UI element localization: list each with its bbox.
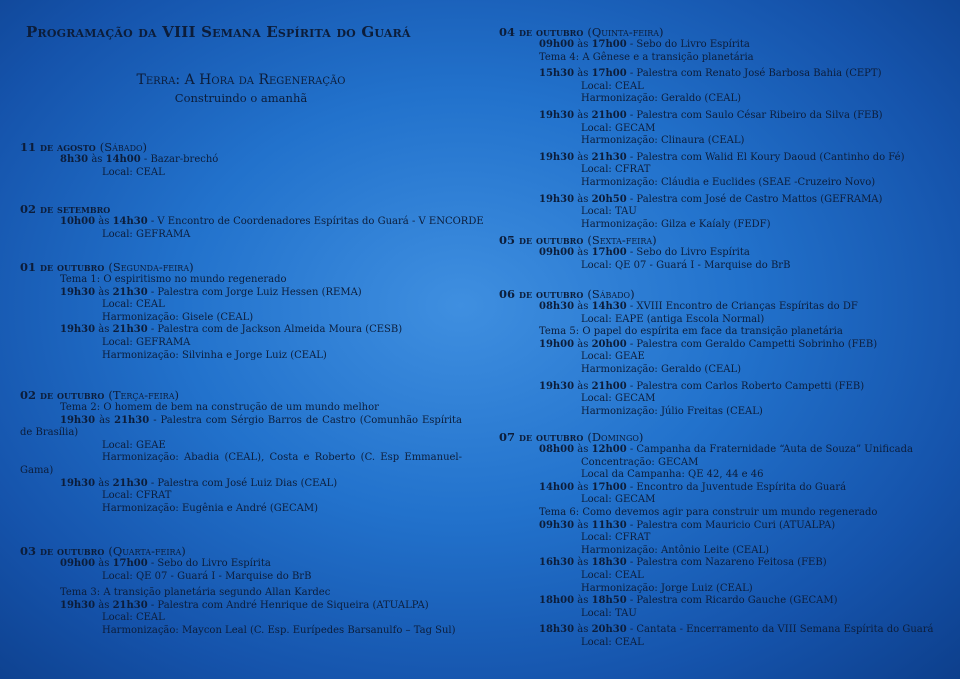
event-description: - XVIII Encontro de Crianças Espíritas do DF: [626, 301, 858, 312]
day-date: 02 de setembro: [20, 202, 111, 216]
detail-line: Harmonização: Gilza e Kaíaly (FEDF): [581, 218, 771, 230]
day-block: [499, 431, 939, 650]
day-date: 01 de outubro: [20, 260, 105, 274]
detail-line: Harmonização: Geraldo (CEAL): [581, 363, 742, 375]
event-line: [499, 482, 939, 495]
event-line: [499, 68, 939, 81]
event-connector: às: [574, 68, 592, 80]
day-title: [499, 234, 939, 247]
event-description: - Sebo do Livro Espírita: [626, 39, 750, 50]
event-connector: às: [574, 338, 592, 350]
event-end-time: 14h30: [112, 216, 148, 227]
event-connector: às: [88, 154, 106, 165]
detail-line: Harmonização: Abadia (CEAL), Costa e Roberto (C. Esp Emmanuel-Gama): [20, 452, 462, 476]
theme-label: Tema 4:: [539, 51, 580, 63]
event-start-time: 19h30: [539, 380, 575, 392]
event-start-time: 19h00: [539, 338, 575, 350]
event-line: [499, 301, 939, 314]
event-description: - Cantata - Encerramento da VIII Semana Espírita do Guará: [626, 624, 934, 636]
detail-line: Local: TAU: [581, 607, 637, 619]
event-end-time: 21h30: [112, 324, 148, 336]
theme-label: Tema 3:: [60, 587, 101, 599]
theme-text: O homem de bem na construção de um mundo melhor: [100, 402, 379, 413]
event-end-time: 20h00: [591, 338, 627, 350]
day-weekday: (Quarta-feira): [108, 544, 186, 558]
theme-line: [499, 507, 939, 520]
event-start-time: 08h00: [539, 444, 575, 455]
event-line: [499, 152, 939, 165]
day-block: [499, 234, 939, 272]
detail-line: Local: CEAL: [581, 636, 644, 648]
day-title: [20, 545, 462, 558]
event-line: [499, 444, 939, 457]
event-line: [499, 624, 939, 637]
detail-line: Local: TAU: [581, 206, 637, 218]
event-description: - Palestra com Carlos Roberto Campetti (FEB): [626, 380, 865, 392]
day-date: 07 de outubro: [499, 430, 584, 444]
event-end-time: 12h00: [591, 444, 627, 455]
event-connector: às: [95, 477, 113, 489]
detail-line: Harmonização: Jorge Luiz (CEAL): [581, 582, 753, 594]
detail-line: Local: GEAE: [102, 439, 166, 451]
detail-line: Local: CEAL: [102, 166, 165, 178]
event-end-time: 18h30: [591, 557, 627, 569]
day-block: [20, 389, 462, 515]
day-weekday: (Sexta-feira): [587, 233, 657, 247]
detail-line: Harmonização: Cláudia e Euclides (SEAE -Cruzeiro Novo): [581, 176, 876, 188]
event-start-time: 19h30: [60, 324, 96, 336]
event-end-time: 18h50: [591, 595, 627, 607]
event-line: [499, 194, 939, 207]
day-date: 04 de outubro: [499, 25, 584, 39]
theme-line: [499, 52, 939, 65]
event-description: - V Encontro de Coordenadores Espíritas do Guará - V ENCORDE: [147, 216, 484, 227]
event-end-time: 21h30: [112, 286, 148, 298]
event-description: - Sebo do Livro Espírita: [626, 247, 750, 258]
event-start-time: 16h30: [539, 557, 575, 569]
event-end-time: 21h30: [112, 477, 148, 489]
event-end-time: 20h50: [591, 193, 627, 205]
main-title: Programação da VIII Semana Espírita do Guará: [26, 23, 411, 41]
day-block: [20, 261, 462, 362]
event-line: [499, 110, 939, 123]
event-connector: às: [574, 193, 592, 205]
detail-line: Harmonização: Silvinha e Jorge Luiz (CEAL): [102, 349, 327, 361]
detail-line: Local: CEAL: [102, 612, 165, 624]
detail-line: Harmonização: Gisele (CEAL): [102, 311, 254, 323]
event-description: - Palestra com Nazareno Feitosa (FEB): [626, 557, 827, 569]
event-connector: às: [574, 380, 592, 392]
event-description: - Palestra com André Henrique de Siqueira (ATUALPA): [147, 599, 429, 611]
detail-line: Local: GEFRAMA: [102, 228, 191, 240]
event-start-time: 09h00: [60, 558, 96, 569]
theme-label: Tema 1:: [60, 274, 101, 285]
event-line: [20, 324, 462, 337]
detail-line: Harmonização: Maycon Leal (C. Esp. Eurípedes Barsanulfo – Tag Sul): [102, 624, 456, 636]
detail-line: Concentração: GECAM: [581, 456, 699, 468]
day-date: 05 de outubro: [499, 233, 584, 247]
event-line: [20, 287, 462, 300]
day-title: [20, 389, 462, 402]
event-line: [499, 381, 939, 394]
event-description: - Palestra com Mauricio Curi (ATUALPA): [626, 519, 836, 531]
event-start-time: 19h30: [60, 477, 96, 489]
day-date: 06 de outubro: [499, 287, 584, 301]
event-connector: às: [574, 624, 592, 636]
event-description: - Palestra com Renato José Barbosa Bahia (CEPT): [626, 68, 882, 80]
event-end-time: 14h00: [105, 154, 141, 165]
theme-text: O papel do espírita em face da transição planetária: [579, 326, 843, 338]
event-description: - Palestra com Walid El Koury Daoud (Cantinho do Fé): [626, 151, 905, 163]
detail-line: Local: CFRAT: [102, 490, 172, 502]
event-connector: às: [574, 481, 592, 493]
event-end-time: 14h30: [591, 301, 627, 312]
day-title: [20, 141, 462, 154]
event-line: [499, 520, 939, 533]
detail-line: Local: CEAL: [102, 299, 165, 311]
event-connector: às: [95, 558, 113, 569]
day-date: 03 de outubro: [20, 544, 105, 558]
event-start-time: 14h00: [539, 481, 575, 493]
event-connector: às: [574, 301, 592, 312]
event-description: - Encontro da Juventude Espírita do Guará: [626, 481, 847, 493]
detail-line: Harmonização: Eugênia e André (GECAM): [102, 502, 319, 514]
detail-line: Harmonização: Júlio Freitas (CEAL): [581, 405, 763, 417]
day-block: [20, 202, 484, 241]
event-start-time: 8h30: [60, 154, 89, 165]
detail-line: Local: GEFRAMA: [102, 336, 191, 348]
day-title: [20, 203, 462, 216]
event-description: - Palestra com Geraldo Campetti Sobrinho (FEB): [626, 338, 878, 350]
day-title: [499, 26, 939, 39]
event-connector: às: [574, 109, 592, 121]
event-description: - Palestra com Sérgio Barros de Castro (Comunhão Espírita de Brasília): [20, 414, 462, 439]
theme-subtitle: Construindo o amanhã: [174, 91, 308, 105]
event-end-time: 21h30: [112, 599, 148, 611]
event-connector: às: [574, 557, 592, 569]
event-line: [499, 339, 939, 352]
theme-text: O espiritismo no mundo regenerado: [100, 274, 287, 285]
detail-line: Local: EAPE (antiga Escola Normal): [581, 313, 765, 325]
event-end-time: 17h00: [591, 68, 627, 80]
event-line: [20, 478, 462, 491]
event-start-time: 18h00: [539, 595, 575, 607]
event-connector: às: [574, 444, 592, 455]
theme-line: [20, 402, 462, 415]
detail-line: Local: GECAM: [581, 494, 656, 506]
day-weekday: (Sábado): [587, 287, 635, 301]
detail-line: Local da Campanha: QE 42, 44 e 46: [581, 469, 764, 481]
event-end-time: 17h00: [591, 39, 627, 50]
detail-line: Local: GECAM: [581, 393, 656, 405]
event-end-time: 21h30: [114, 414, 150, 426]
event-description: - Palestra com José de Castro Mattos (GEFRAMA): [626, 193, 883, 205]
event-line: [499, 595, 939, 608]
event-start-time: 09h00: [539, 247, 575, 258]
event-end-time: 21h30: [591, 151, 627, 163]
event-line: [499, 247, 939, 260]
theme-label: Tema 2:: [60, 402, 101, 413]
day-block: [499, 26, 939, 231]
event-line: [20, 415, 462, 440]
event-connector: às: [95, 286, 113, 298]
day-block: [20, 545, 462, 638]
detail-line: Harmonização: Antônio Leite (CEAL): [581, 544, 769, 556]
detail-line: Local: QE 07 - Guará I - Marquise do BrB: [102, 570, 312, 582]
event-start-time: 18h30: [539, 624, 575, 636]
event-description: - Bazar-brechó: [140, 154, 219, 165]
event-line: [499, 557, 939, 570]
theme-label: Tema 6:: [539, 506, 580, 518]
day-weekday: (Quinta-feira): [587, 25, 664, 39]
day-title: [499, 431, 939, 444]
event-connector: às: [574, 39, 592, 50]
detail-line: Local: CEAL: [581, 569, 644, 581]
event-end-time: 17h00: [112, 558, 148, 569]
event-line: [20, 558, 462, 571]
theme-line: [20, 587, 462, 600]
event-end-time: 11h30: [591, 519, 627, 531]
detail-line: Harmonização: Clinaura (CEAL): [581, 135, 745, 147]
theme-line: [499, 326, 939, 339]
event-start-time: 10h00: [60, 216, 96, 227]
event-end-time: 20h30: [591, 624, 627, 636]
event-connector: às: [574, 519, 592, 531]
day-weekday: (Segunda-feira): [108, 260, 194, 274]
theme-line: [20, 274, 462, 287]
detail-line: Local: QE 07 - Guará I - Marquise do BrB: [581, 259, 791, 271]
event-start-time: 19h30: [60, 414, 96, 426]
day-title: [499, 288, 939, 301]
event-description: - Palestra com Saulo César Ribeiro da Silva (FEB): [626, 109, 883, 121]
event-description: - Campanha da Fraternidade “Auta de Souza” Unificada: [626, 444, 913, 455]
event-connector: às: [95, 599, 113, 611]
event-start-time: 09h00: [539, 39, 575, 50]
event-description: - Palestra com Ricardo Gauche (GECAM): [626, 595, 838, 607]
event-start-time: 19h30: [60, 599, 96, 611]
theme-title: Terra: A Hora da Regeneração: [136, 72, 346, 88]
theme-text: A Gênese e a transição planetária: [579, 51, 754, 63]
event-line: [20, 600, 462, 613]
theme-label: Tema 5:: [539, 326, 580, 338]
event-connector: às: [95, 324, 113, 336]
detail-line: Harmonização: Geraldo (CEAL): [581, 93, 742, 105]
event-connector: às: [574, 247, 592, 258]
day-date: 02 de outubro: [20, 388, 105, 402]
event-start-time: 09h30: [539, 519, 575, 531]
event-end-time: 17h00: [591, 247, 627, 258]
day-block: [20, 141, 462, 179]
event-connector: às: [574, 151, 592, 163]
detail-line: Local: GEAE: [581, 351, 645, 363]
event-start-time: 19h30: [539, 151, 575, 163]
event-start-time: 15h30: [539, 68, 575, 80]
event-start-time: 19h30: [539, 193, 575, 205]
event-description: - Sebo do Livro Espírita: [147, 558, 271, 569]
detail-line: Local: GECAM: [581, 122, 656, 134]
event-description: - Palestra com José Luiz Dias (CEAL): [147, 477, 338, 489]
event-start-time: 19h30: [60, 286, 96, 298]
event-start-time: 19h30: [539, 109, 575, 121]
detail-line: Local: CEAL: [581, 80, 644, 92]
event-line: [20, 216, 484, 229]
day-title: [20, 261, 462, 274]
event-description: - Palestra com de Jackson Almeida Moura (CESB): [147, 324, 403, 336]
event-line: [499, 39, 939, 52]
event-end-time: 21h00: [591, 109, 627, 121]
day-block: [499, 288, 939, 418]
detail-line: Local: CFRAT: [581, 164, 651, 176]
day-weekday: (Terça-feira): [108, 388, 179, 402]
event-connector: às: [95, 414, 115, 426]
day-weekday: (Domingo): [587, 430, 644, 444]
event-end-time: 17h00: [591, 481, 627, 493]
theme-text: Como devemos agir para construir um mundo regenerado: [579, 506, 878, 518]
event-connector: às: [95, 216, 113, 227]
event-line: [20, 154, 462, 167]
day-date: 11 de agosto: [20, 140, 96, 154]
event-start-time: 08h30: [539, 301, 575, 312]
event-description: - Palestra com Jorge Luiz Hessen (REMA): [147, 286, 362, 298]
detail-line: Local: CFRAT: [581, 532, 651, 544]
event-end-time: 21h00: [591, 380, 627, 392]
theme-text: A transição planetária segundo Allan Kardec: [100, 587, 331, 599]
day-weekday: (Sábado): [99, 140, 148, 154]
event-connector: às: [574, 595, 592, 607]
